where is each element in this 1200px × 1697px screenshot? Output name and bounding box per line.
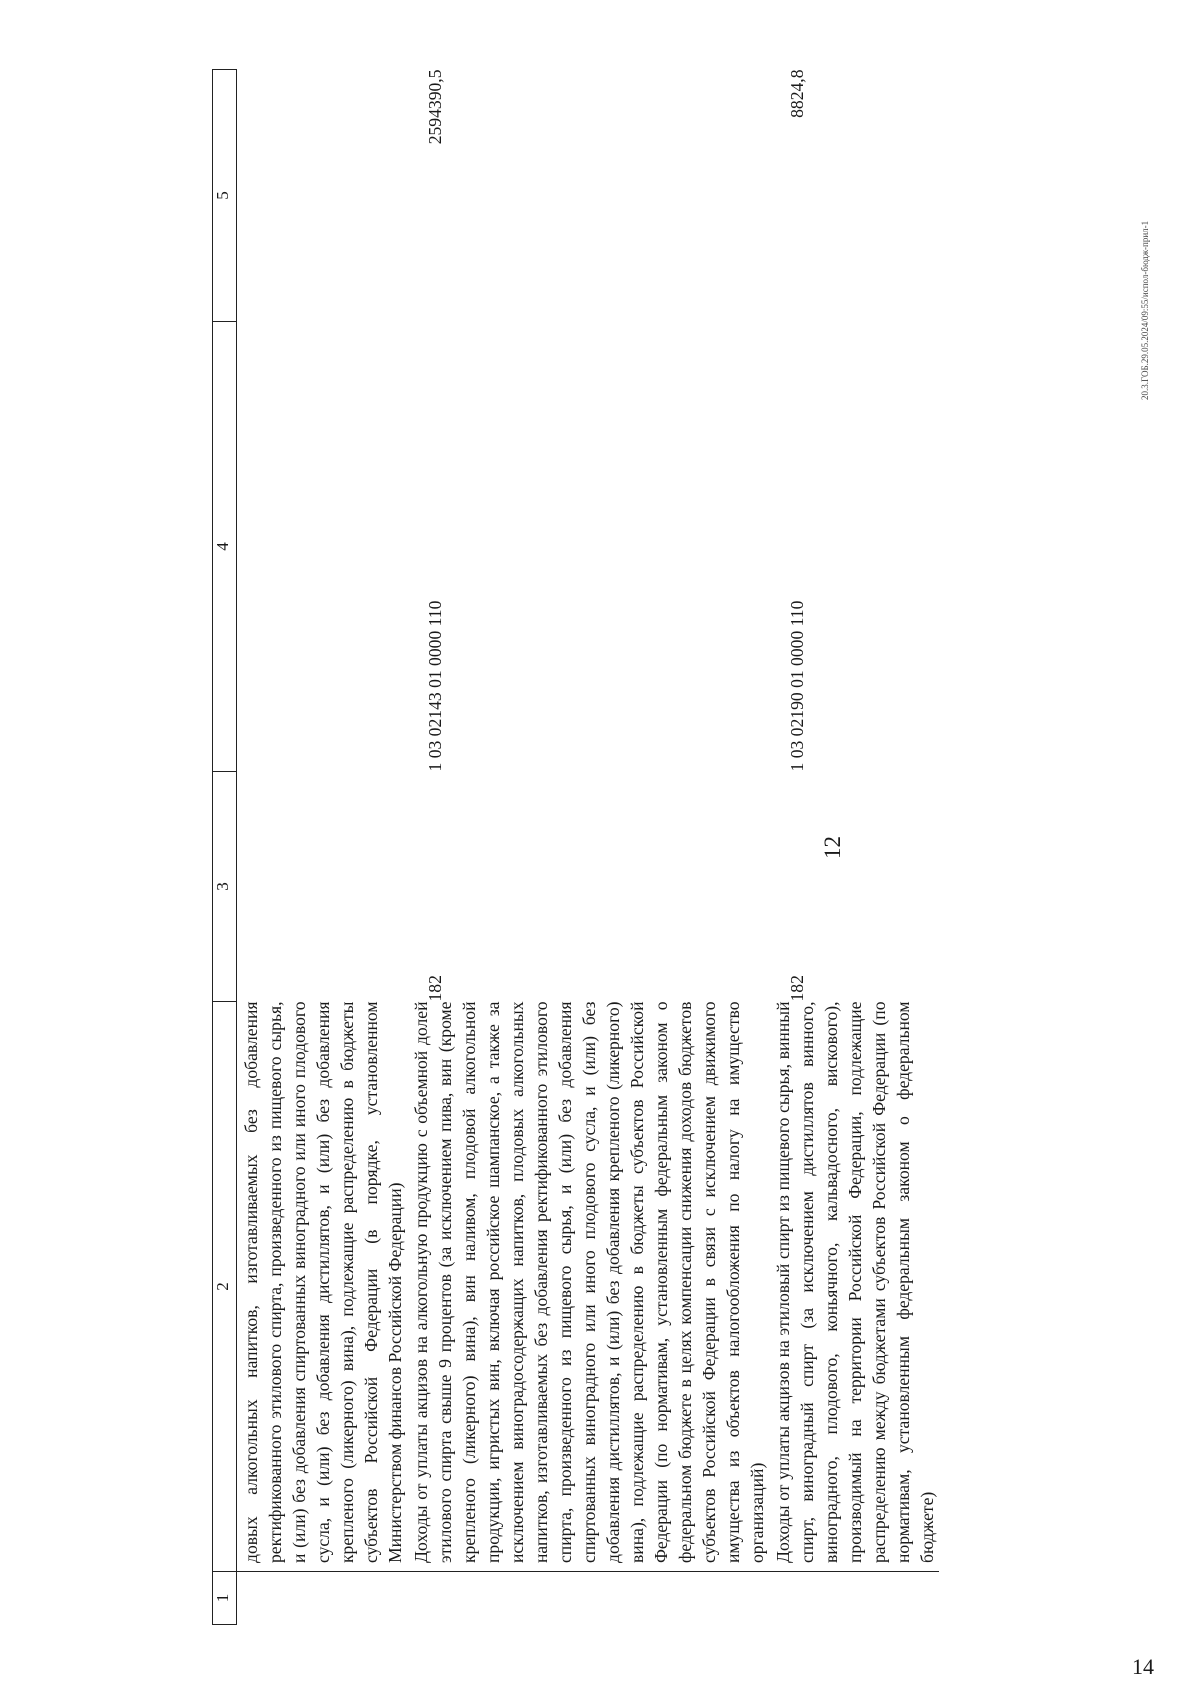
table-row — [237, 70, 408, 1625]
table-row — [407, 70, 769, 1625]
footer-stamp: 20.3.ГОБ.29.05.2024/09:55/испол-бюдж-прил-1 — [1140, 220, 1150, 400]
sheet-number: 12 — [820, 836, 845, 859]
amount-cell: 2594390,5 — [425, 69, 445, 145]
row-description: Доходы от уплаты акцизов на алкогольную продукцию с объемной долей этилового спирта свыше 9 процентов (за исключением пива, вин (кроме крепленого (ликерного) вина), вин наливом, плодовой алкогольной продукции, игристых вин, включая российское шампанское, а также за исключением виноградосодержащих напитков, плодовых алкогольных напитков, изготавливаемых без добавления ректификованного этилового спирта, произведенного из пищевого сырья, и (или) без добавления спиртованных виноградного или иного плодового сусла, и (или) без добавления дистиллятов, и (или) без добавления крепленого (ликерного) вина), подлежащие распределению в бюджеты субъектов Российской Федерации (по нормативам, установленным федеральным законом о федеральном бюджете в целях компенсации снижения доходов бюджетов субъектов Российской Федерации в связи с исключением движимого имущества из объектов налогообложения по налогу на имущество организаций) — [411, 1001, 767, 1563]
table-header-row — [213, 70, 237, 1625]
code-cell: 1 03 02143 01 0000 110 — [425, 600, 445, 772]
column-header: 2 — [213, 1002, 237, 1572]
description-cell — [769, 1002, 939, 1572]
amount-cell — [237, 70, 408, 322]
administrator-cell: 182 — [425, 975, 445, 1002]
row-number-cell — [769, 1572, 939, 1625]
code-cell — [237, 322, 408, 772]
column-header: 3 — [213, 772, 237, 1002]
column-header: 4 — [213, 322, 237, 772]
description-cell — [237, 1002, 408, 1572]
row-number-cell — [407, 1572, 769, 1625]
table-row — [769, 70, 939, 1625]
administrator-cell — [237, 772, 408, 1002]
administrator-cell: 182 — [787, 975, 807, 1002]
row-description: Доходы от уплаты акцизов на этиловый спирт из пищевого сырья, винный спирт, виноградный спирт (за исключением дистиллятов винного, виноградного, плодового, коньячного, кальвадосного, вискового), производимый на территории Российской Федерации, подлежащие распределению между бюджетами субъектов Российской Федерации (по нормативам, установленным федеральным законом о федеральном бюджете) — [773, 1001, 937, 1563]
page-number: 14 — [1132, 1654, 1154, 1679]
description-cell — [407, 1002, 769, 1572]
row-number-cell — [237, 1572, 408, 1625]
row-description: довых алкогольных напитков, изготавливаемых без добавления ректификованного этилового спирта, произведенного из пищевого сырья, и (или) без добавления спиртованных виноградного или иного плодового сусла, и (или) без добавления дистиллятов, и (или) без добавления крепленого (ликерного) вина), подлежащие распределению в бюджеты субъектов Российской Федерации (в порядке, установленном Министерством финансов Российской Федерации) — [241, 1001, 405, 1563]
rotated-page-content — [212, 70, 1042, 1625]
column-header: 1 — [213, 1572, 237, 1625]
amount-cell: 8824,8 — [787, 69, 807, 118]
column-header: 5 — [213, 70, 237, 322]
code-cell: 1 03 02190 01 0000 110 — [787, 600, 807, 772]
